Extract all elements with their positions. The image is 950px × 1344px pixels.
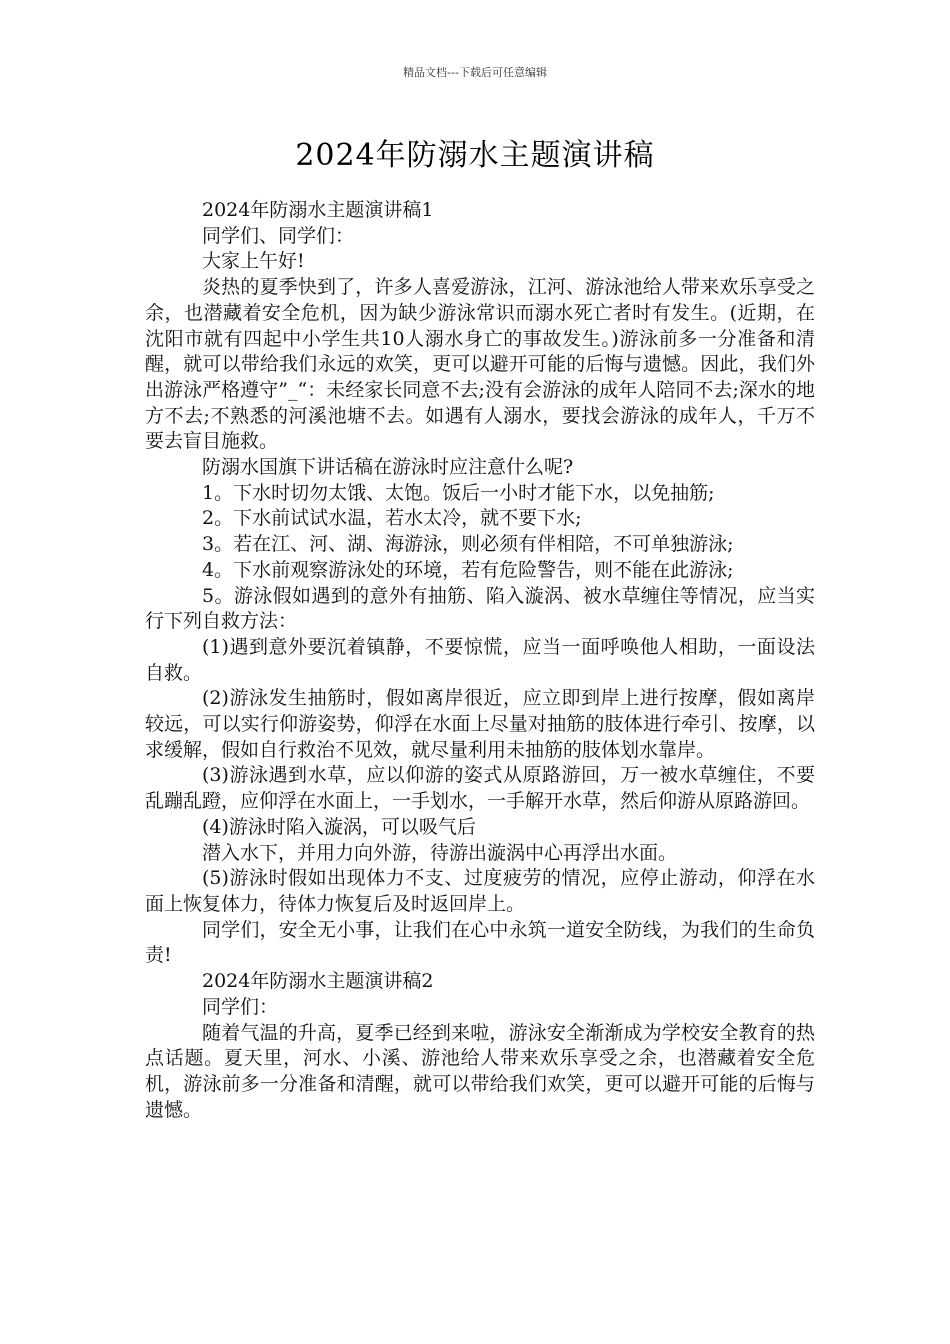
list-item: 2。下水前试试水温，若水太冷，就不要下水; [202,507,582,530]
sub-list-item: (5)游泳时假如出现体力不支、过度疲劳的情况，应停止游动，仰浮在水面上恢复体力，待体力恢复后及时返回岸上。 [145,867,815,915]
body-paragraph: 炎热的夏季快到了，许多人喜爱游泳，江河、游泳池给人带来欢乐享受之余，也潜藏着安全危机，因为缺少游泳常识而溺水死亡者时有发生。(近期，在沈阳市就有四起中小学生共10人溺水身亡的事故发生。)游泳前多一分准备和清醒，就可以带给我们永远的欢笑，更可以避开可能的后悔与遗憾。因此，我们外出游泳严格遵守”_“：未经家长同意不去;没有会游泳的成年人陪同不去;深水的地方不去;不熟悉的河溪池塘不去。如遇有人溺水，要找会游泳的成年人，千万不要去盲目施救。 [145,276,815,453]
sub-list-item: (4)游泳时陷入漩涡，可以吸气后 [202,815,476,838]
salutation: 同学们、同学们： [202,224,355,247]
list-item: 1。下水时切勿太饿、太饱。饭后一小时才能下水，以免抽筋; [202,481,715,504]
body-paragraph: 潜入水下，并用力向外游，待游出漩涡中心再浮出水面。 [202,841,678,864]
greeting: 大家上午好! [202,250,305,273]
sub-list-item: (2)游泳发生抽筋时，假如离岸很近，应立即到岸上进行按摩，假如离岸较远，可以实行仰游姿势，仰浮在水面上尽量对抽筋的肢体进行牵引、按摩，以求缓解，假如自行救治不见效，就尽量利用未抽筋的肢体划水靠岸。 [145,687,815,761]
sub-list-item: (1)遇到意外要沉着镇静，不要惊慌，应当一面呼唤他人相助，一面设法自救。 [145,635,815,684]
sub-list-item: (3)游泳遇到水草，应以仰游的姿式从原路游回，万一被水草缠住，不要乱蹦乱蹬，应仰浮在水面上，一手划水，一手解开水草，然后仰游从原路游回。 [145,764,815,813]
section-heading: 2024年防溺水主题演讲稿1 [202,199,434,221]
page-header: 精品文档---下载后可任意编辑 [403,66,547,79]
list-item: 4。下水前观察游泳处的环境，若有危险警告，则不能在此游泳; [202,558,734,581]
body-paragraph: 防溺水国旗下讲话稿在游泳时应注意什么呢? [202,456,574,479]
section-heading: 2024年防溺水主题演讲稿2 [202,970,434,993]
salutation: 同学们： [202,995,279,1018]
document-title: 2024年防溺水主题演讲稿 [295,138,655,173]
document-body [145,198,815,1123]
closing-paragraph: 同学们，安全无小事，让我们在心中永筑一道安全防线，为我们的生命负责! [145,918,815,967]
body-paragraph: 随着气温的升高，夏季已经到来啦，游泳安全渐渐成为学校安全教育的热点话题。夏天里，河水、小溪、游池给人带来欢乐享受之余，也潜藏着安全危机，游泳前多一分准备和清醒，就可以带给我们欢笑，更可以避开可能的后悔与遗憾。 [145,1021,815,1121]
list-item: 5。游泳假如遇到的意外有抽筋、陷入漩涡、被水草缠住等情况，应当实行下列自救方法： [145,584,815,633]
list-item: 3。若在江、河、湖、海游泳，则必须有伴相陪，不可单独游泳; [202,533,734,556]
